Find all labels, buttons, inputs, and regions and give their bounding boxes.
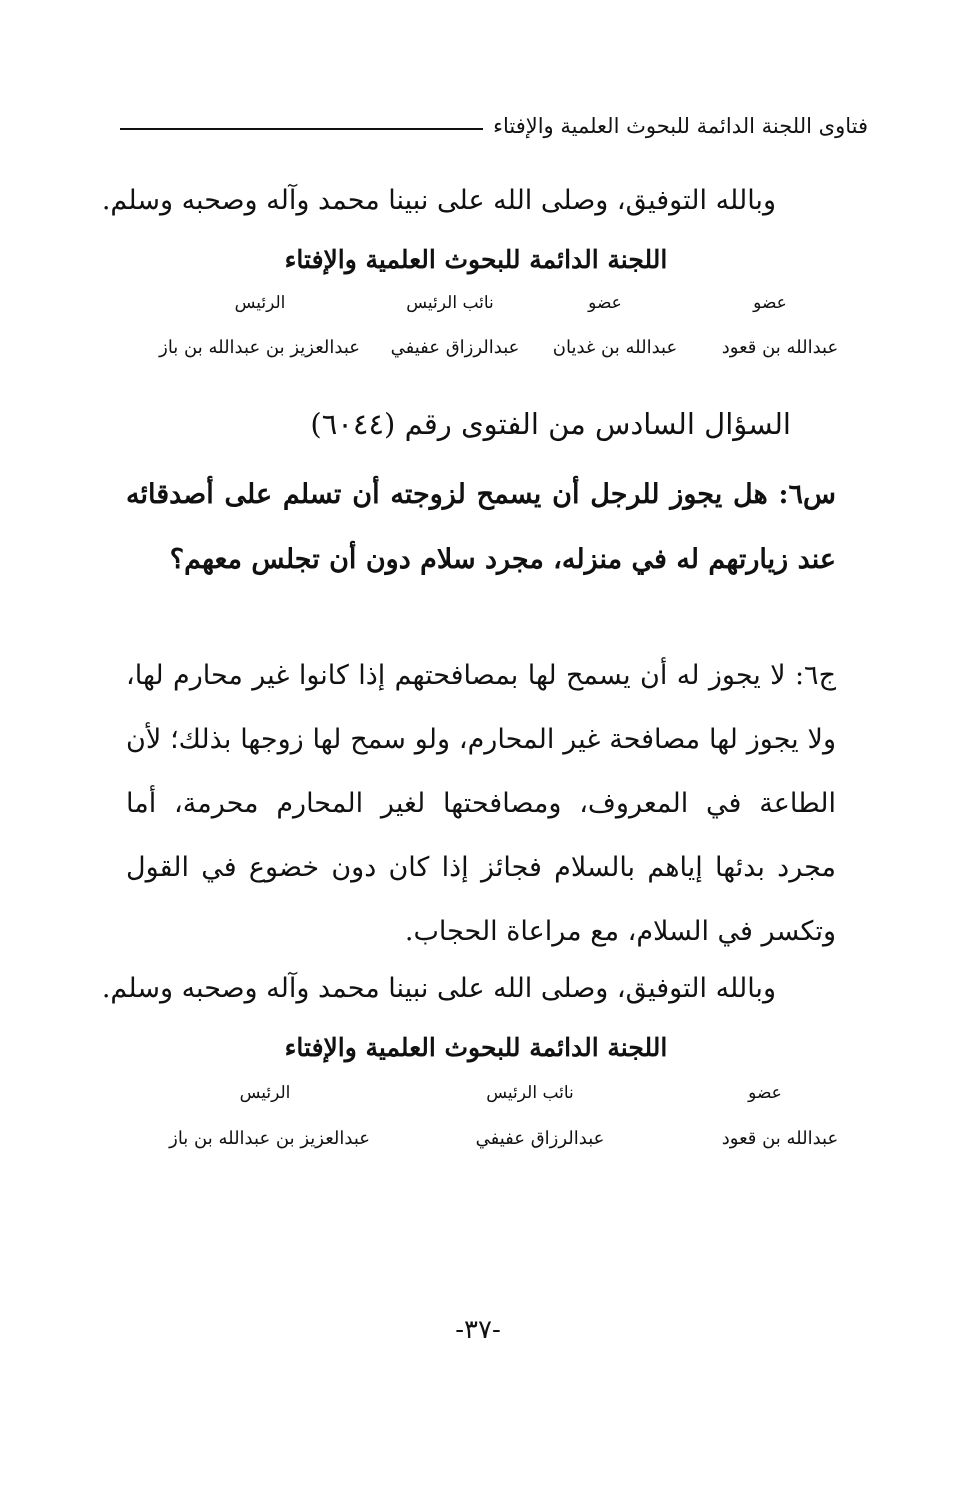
running-header	[120, 108, 868, 144]
signatory-title: نائب الرئيس	[486, 1083, 574, 1103]
bottom-signatory-titles	[120, 1083, 840, 1113]
fatwa-heading: السؤال السادس من الفتوى رقم (٦٠٤٤)	[310, 407, 791, 441]
signatory-title: الرئيس	[234, 293, 286, 313]
top-signatory-names	[120, 337, 840, 367]
page-number: -٣٧-	[455, 1315, 501, 1345]
question-text: س٦: هل يجوز للرجل أن يسمح لزوجته أن تسلم على أصدقائه عند زيارتهم له في منزله، مجرد سلام دون أن تجلس معهم؟	[126, 479, 836, 575]
top-committee-name: اللجنة الدائمة للبحوث العلمية والإفتاء	[284, 245, 668, 274]
signatory-title: نائب الرئيس	[406, 293, 494, 313]
signatory-name: عبدالله بن قعود	[721, 337, 839, 358]
answer-text: ج٦: لا يجوز له أن يسمح لها بمصافحتهم إذا كانوا غير محارم لها، ولا يجوز لها مصافحة غير المحارم، ولو سمح لها زوجها بذلك؛ لأن الطاعة في المعروف، ومصافحتها لغير المحارم محرمة، أما مجرد بدئها إياهم بالسلام فجائز إذا كان دون خضوع في القول وتكسر في السلام، مع مراعاة الحجاب.	[126, 660, 836, 947]
signatory-name: عبدالرزاق عفيفي	[390, 337, 520, 358]
signatory-name: عبدالله بن قعود	[721, 1128, 839, 1149]
top-closing-line: وبالله التوفيق، وصلى الله على نبينا محمد وآله وصحبه وسلم.	[101, 185, 776, 216]
bottom-closing-line: وبالله التوفيق، وصلى الله على نبينا محمد وآله وصحبه وسلم.	[101, 973, 776, 1004]
signatory-title: عضو	[748, 1083, 782, 1103]
header-rule	[120, 128, 483, 130]
signatory-name: عبدالله بن غديان	[552, 337, 678, 358]
signatory-title: عضو	[588, 293, 622, 313]
signatory-name: عبدالعزيز بن عبدالله بن باز	[159, 337, 360, 358]
header-title: فتاوى اللجنة الدائمة للبحوث العلمية والإفتاء	[493, 114, 868, 138]
bottom-committee-name: اللجنة الدائمة للبحوث العلمية والإفتاء	[284, 1033, 668, 1062]
top-signatory-titles	[120, 293, 840, 323]
signatory-title: عضو	[753, 293, 787, 313]
signatory-title: الرئيس	[239, 1083, 291, 1103]
bottom-signatory-names	[120, 1128, 840, 1158]
signatory-name: عبدالعزيز بن عبدالله بن باز	[169, 1128, 370, 1149]
signatory-name: عبدالرزاق عفيفي	[475, 1128, 605, 1149]
